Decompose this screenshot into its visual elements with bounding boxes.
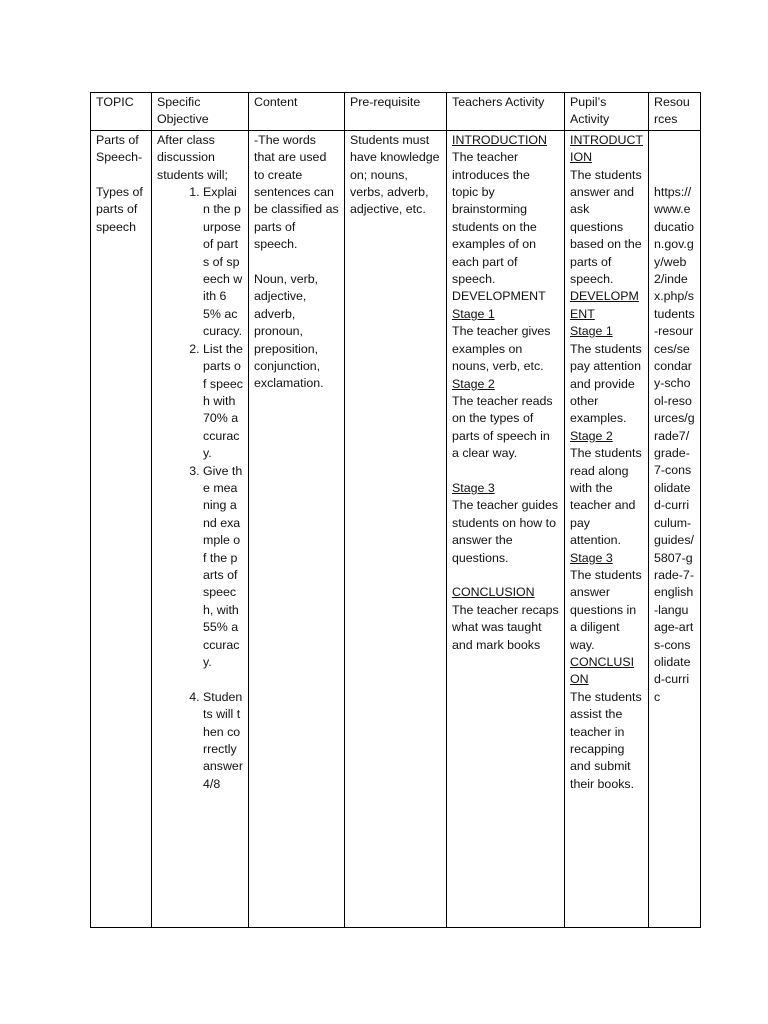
pupil-development-heading: DEVELOPMENT [570, 289, 639, 321]
teacher-stage3-text: The teacher guides students on how to answer the questions. [452, 498, 559, 565]
pupil-introduction-text: The students answer and ask questions based on the parts of speech. [570, 167, 642, 287]
objective-item-4 [203, 671, 243, 793]
pupil-stage3-text: The students answer questions in a diligent way. [570, 567, 642, 652]
header-topic: TOPIC [91, 93, 152, 131]
pupil-conclusion-heading: CONCLUSION [570, 655, 635, 687]
teacher-development-heading: DEVELOPMENT [452, 289, 546, 304]
header-teachers-activity: Teachers Activity [447, 93, 565, 131]
teacher-stage2-heading: Stage 2 [452, 376, 495, 391]
topic-title: Parts of Speech- [96, 132, 143, 165]
teacher-stage1-text: The teacher gives examples on nouns, verb, etc. [452, 324, 551, 374]
objective-item-2: 2. List the parts of speech with 70% accuracy. [203, 341, 243, 463]
pupils-activity-cell [565, 130, 649, 927]
resources-cell [649, 130, 701, 927]
header-pupils-activity: Pupil’s Activity [565, 93, 649, 131]
topic-subtitle: Types of parts of speech [96, 185, 143, 234]
objective-item-1: 1. Explain the purpose of parts of speech with 65% accuracy. [203, 184, 243, 341]
content-definition: -The words that are used to create sentences can be classified as parts of speech. [254, 132, 339, 252]
teacher-stage3-heading: Stage 3 [452, 480, 495, 495]
pupil-stage1-heading: Stage 1 [570, 324, 613, 339]
body-row [91, 130, 701, 927]
resource-link[interactable]: https://www.education.gov.gy/web2/index.php/students-resources/secondary-school-resources/grade7/grade-7-consolidated-curriculum-guides/5807-grade-7-english-language-arts-consolidated-curric [654, 184, 695, 704]
pupil-stage2-text: The students read along with the teacher and pay attention. [570, 446, 642, 548]
teacher-stage1-heading: Stage 1 [452, 306, 495, 321]
objective-item-3: 3. Give the meaning and example of the parts of speech, with 55% accuracy. [203, 463, 243, 672]
objective-list [157, 184, 243, 793]
content-cell [249, 130, 345, 927]
teachers-activity-cell [447, 130, 565, 927]
header-resources: Resou rces [649, 93, 701, 131]
pupil-stage3-heading: Stage 3 [570, 550, 613, 565]
prerequisite-text: Students must have knowledge on; nouns, verbs, adverb, adjective, etc. [350, 132, 440, 217]
header-prerequisite: Pre-requisite [345, 93, 447, 131]
header-row [91, 93, 701, 131]
pupil-conclusion-text: The students assist the teacher in recapping and submit their books. [570, 689, 642, 791]
teacher-conclusion-text: The teacher recaps what was taught and mark books [452, 602, 559, 652]
prerequisite-cell [345, 130, 447, 927]
header-content: Content [249, 93, 345, 131]
pupil-introduction-heading: INTRODUCTION [570, 132, 643, 165]
header-objective: Specific Objective [152, 93, 249, 131]
objective-cell [152, 130, 249, 927]
pupil-stage1-text: The students pay attention and provide other examples. [570, 341, 642, 426]
teacher-conclusion-heading: CONCLUSION [452, 585, 535, 600]
teacher-introduction-heading: INTRODUCTION [452, 132, 547, 147]
teacher-stage2-text: The teacher reads on the types of parts of speech in a clear way. [452, 393, 553, 461]
pupil-stage2-heading: Stage 2 [570, 428, 613, 443]
teacher-introduction-text: The teacher introduces the topic by brainstorming students on the examples of on each part of speech. [452, 150, 537, 287]
topic-cell [91, 130, 152, 927]
objective-item-4-text: 4. Students will then correctly answer 4/8 [203, 689, 243, 791]
content-parts-list: Noun, verb, adjective, adverb, pronoun, preposition, conjunction, exclamation. [254, 272, 324, 391]
objective-intro: After class discussion students will; [157, 132, 228, 182]
lesson-plan-table [90, 92, 701, 928]
